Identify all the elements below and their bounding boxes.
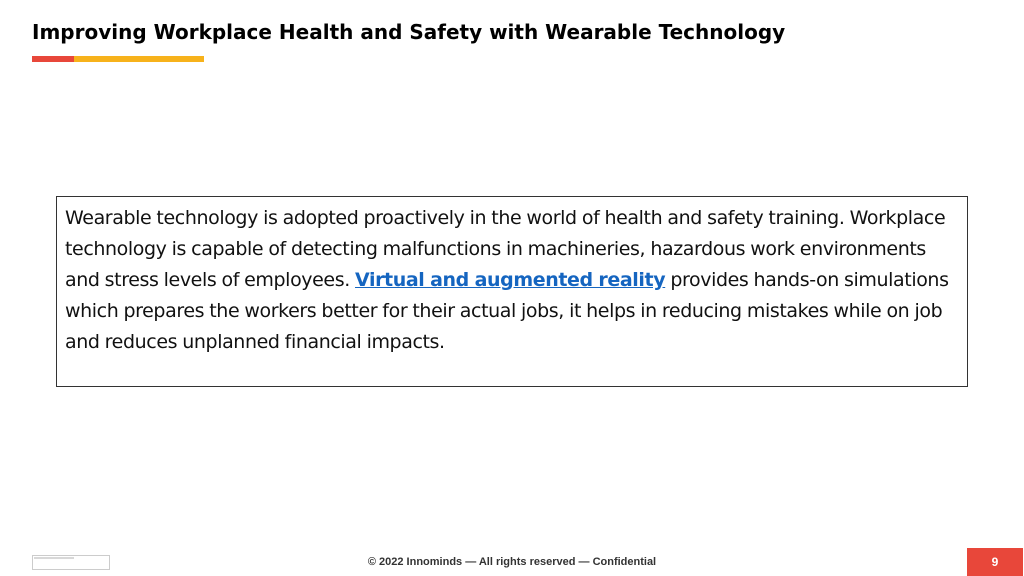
title-accent-bar — [32, 56, 204, 62]
body-text-before-link: Wearable technology is adopted proactively in the world of health and safety training. Workplace technology is capable of detecting malfunctions in machineries, hazardous work environments and stress levels of employees. — [65, 207, 946, 291]
accent-bar-red-segment — [32, 56, 74, 62]
body-text-after-link: provides hands-on simulations which prepares the workers better for their actual jobs, it helps in reducing mistakes while on job and reduces unplanned financial impacts. — [65, 269, 949, 353]
footer-copyright: © 2022 Innominds — All rights reserved — Confidential — [367, 556, 657, 568]
virtual-augmented-reality-link[interactable]: Virtual and augmented reality — [355, 269, 666, 291]
accent-bar-yellow-segment — [74, 56, 204, 62]
page-number-badge: 9 — [967, 548, 1023, 576]
slide-title: Improving Workplace Health and Safety with Wearable Technology — [32, 20, 786, 44]
body-text-box — [56, 196, 968, 387]
